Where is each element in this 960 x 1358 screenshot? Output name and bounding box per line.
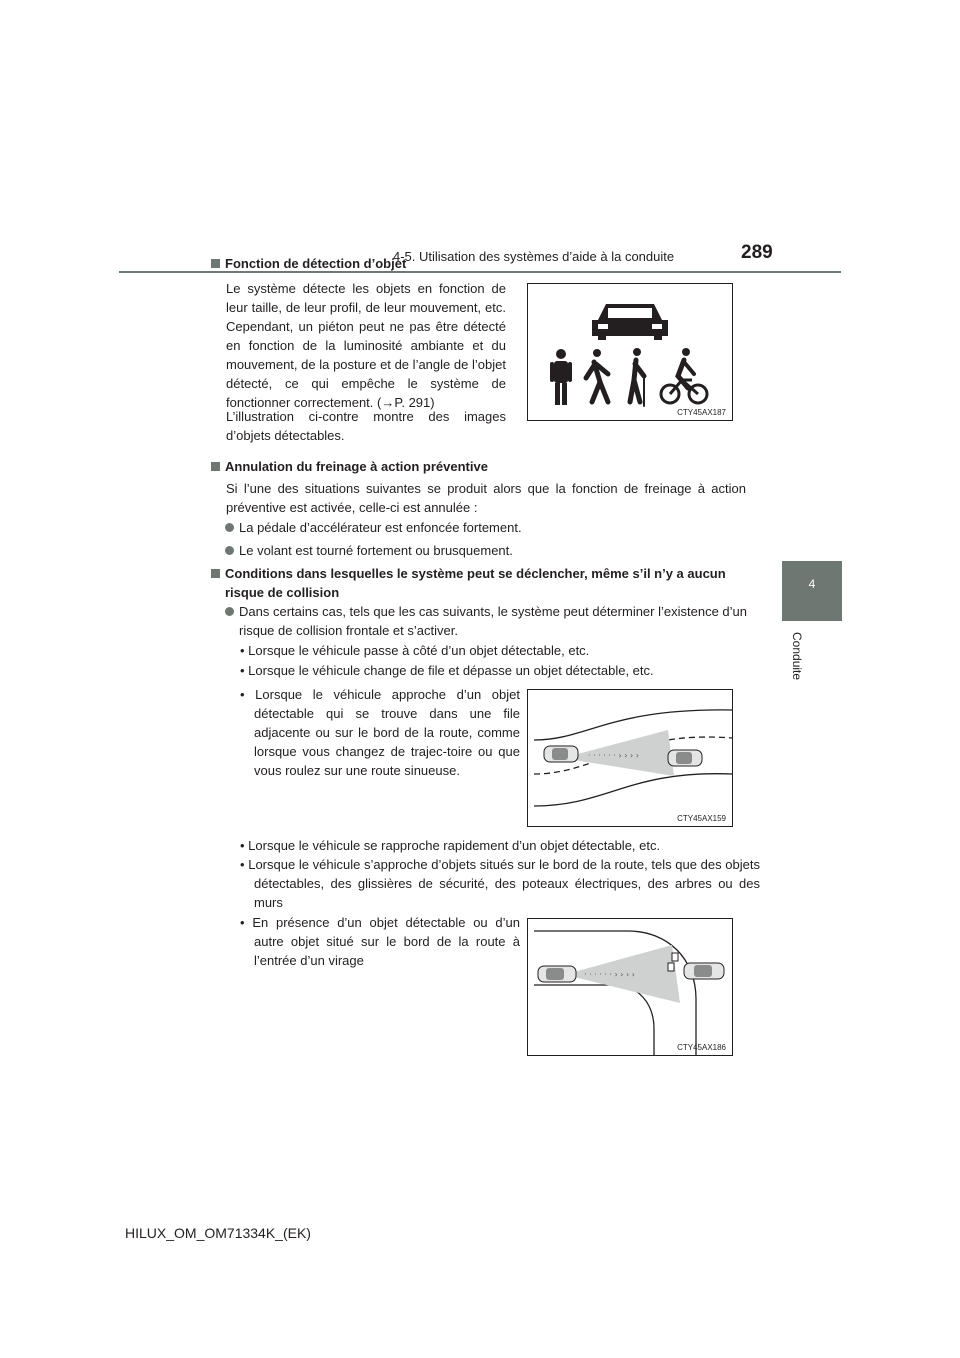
cyclist-icon [661,348,707,403]
square-bullet-icon [211,462,220,471]
square-bullet-icon [211,259,220,268]
round-bullet-icon [225,523,234,532]
round-bullet-icon [225,607,234,616]
figure-detectable-objects [527,283,733,421]
page-number: 289 [741,242,773,263]
section-title-cancel: Annulation du freinage à action préventive [211,457,488,476]
condition-item-4: • Lorsque le véhicule se rapproche rapidement d’un objet détectable, etc. [240,838,661,853]
cancel-intro: Si l’une des situations suivantes se produit alors que la fonction de freinage à action préventive est activée, celle-ci est annulée : [226,481,746,515]
curve-entrance-illustration [528,919,732,1055]
section-header: 4-5. Utilisation des systèmes d’aide à la conduite [393,249,675,264]
condition-item-1: • Lorsque le véhicule passe à côté d’un objet détectable, etc. [240,643,590,658]
round-bullet-icon [225,546,234,555]
pedestrian-with-bicycle-icon [630,348,644,406]
chapter-label: Conduite [790,632,804,681]
conditions-bullet: Dans certains cas, tels que les cas suivants, le système peut déterminer l’existence d’un risque de collision frontale et s’activer. [225,602,747,640]
own-vehicle-icon [538,966,576,982]
cancel-bullet-2: Le volant est tourné fortement ou brusquement. [225,541,513,560]
detection-paragraph: Le système détecte les objets en fonction de leur taille, de leur profil, de leur mouvement, etc. Cependant, un piéton peut ne pas être détecté en fonction de la luminosité ambiante et du mouvement, de la posture et de l’angle de l’objet détecté, ce qui empêche le système de fonctionner correctement. (→P. 291) [226,281,506,410]
detectable-objects-illustration [528,284,732,420]
pedestrian-walking-icon [586,349,608,402]
square-bullet-icon [211,569,220,578]
own-vehicle-icon [544,746,578,762]
chapter-tab[interactable]: 4 [782,561,842,621]
car-front-icon [592,304,668,340]
condition-item-5: • Lorsque le véhicule s’approche d’objets situés sur le bord de la route, tels que des objets détectables, des glissières de sécurité, des poteaux électriques, des arbres ou des murs [240,857,760,910]
condition-item-3: • Lorsque le véhicule approche d’un objet détectable qui se trouve dans une file adjacente ou sur le bord de la route, comme lorsque vous changez de trajec-toire ou que vous roulez sur une route sinueuse. [240,687,520,778]
cancel-bullet-1: La pédale d’accélérateur est enfoncée fortement. [225,518,522,537]
document-id: HILUX_OM_OM71334K_(EK) [125,1225,311,1241]
roadside-object-icon [668,963,674,971]
target-vehicle-icon [668,750,702,766]
pedestrian-standing-icon [550,349,572,405]
figure-code: CTY45AX159 [677,814,726,823]
condition-item-6: • En présence d’un objet détectable ou d’un autre objet situé sur le bord de la route à l’entrée d’un virage [240,915,520,968]
roadside-object-icon [672,953,678,961]
section-title-detection: Fonction de détection d’objet [211,254,406,273]
svg-text:· · · · · · › › › ›: · · · · · · › › › › [588,751,639,760]
condition-item-2: • Lorsque le véhicule change de file et dépasse un objet détectable, etc. [240,663,654,678]
detection-paragraph-2: L’illustration ci-contre montre des images d’objets détectables. [226,409,506,443]
target-vehicle-icon [684,963,724,979]
figure-adjacent-lane [527,689,733,827]
svg-text:· · · · · · › › › ›: · · · · · · › › › › [584,970,635,979]
figure-code: CTY45AX187 [677,408,726,417]
section-title-conditions: Conditions dans lesquelles le système peut se déclencher, même s’il n’y a aucun risque de collision [211,564,751,602]
adjacent-lane-illustration [528,690,732,826]
figure-code: CTY45AX186 [677,1043,726,1052]
figure-curve-entrance [527,918,733,1056]
